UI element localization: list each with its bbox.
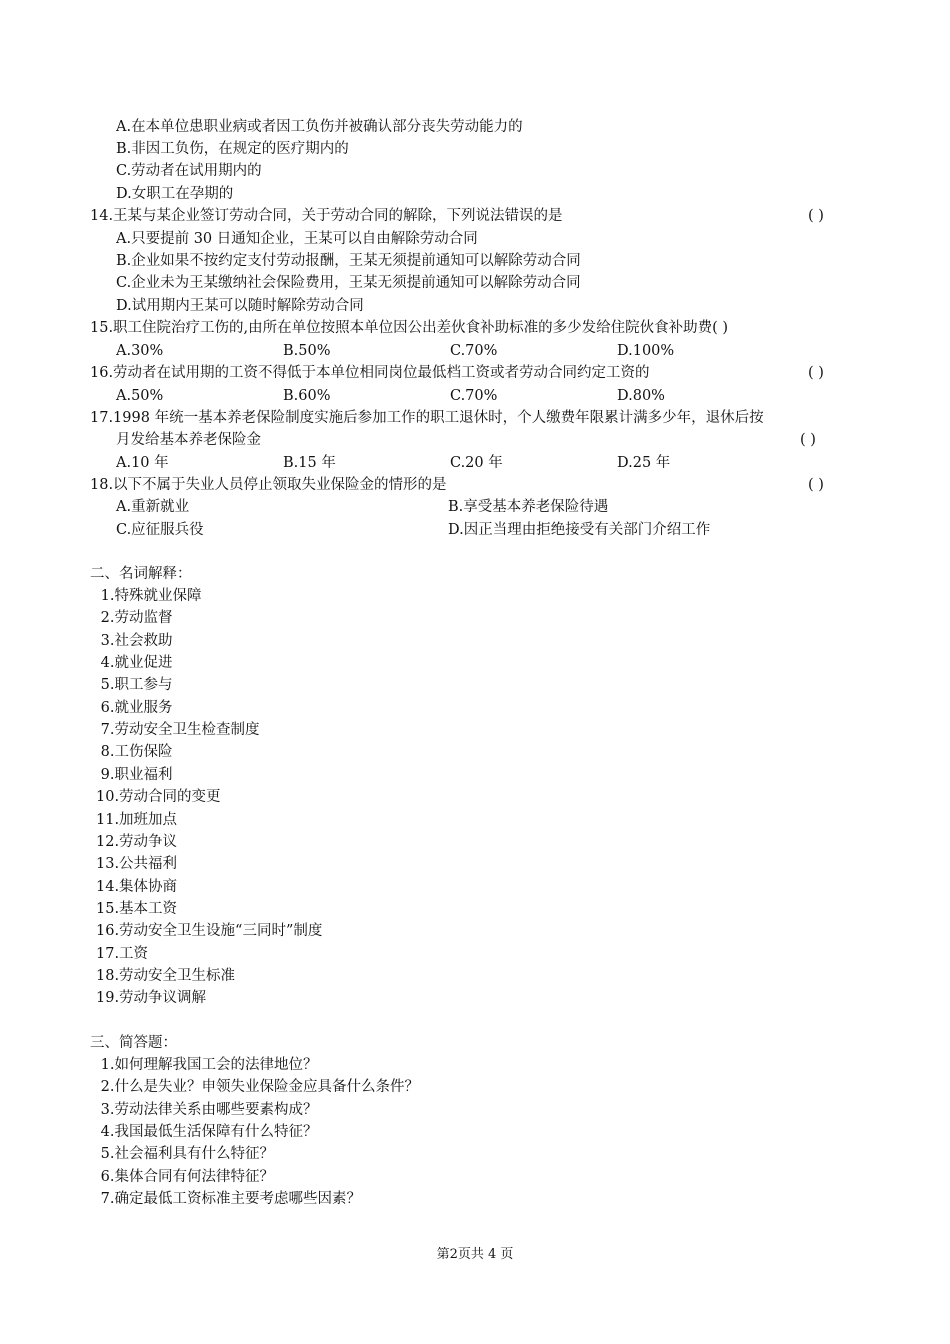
section2-term-item-18: 18.劳动安全卫生标准 (96, 967, 236, 984)
q17-option-a: A.10 年 (116, 455, 169, 471)
section2-term-item-19: 19.劳动争议调解 (96, 990, 207, 1007)
section2-term-item-6: 6.就业服务 (96, 699, 173, 716)
q17-option-b: B.15 年 (283, 455, 336, 471)
q13-option-c: C.劳动者在试用期内的 (116, 163, 262, 179)
q14-stem: 14.王某与某企业签订劳动合同，关于劳动合同的解除，下列说法错误的是 (90, 208, 563, 224)
q18-option-c: C.应征服兵役 (116, 522, 204, 538)
section2-term-item-9: 9.职业福利 (96, 766, 173, 783)
section2-term-item-15: 15.基本工资 (96, 900, 178, 917)
q18-answer-paren: ( ) (808, 477, 824, 493)
section2-term-item-13: 13.公共福利 (96, 856, 178, 873)
q18-option-a: A.重新就业 (116, 499, 190, 515)
section2-term-item-1: 1.特殊就业保障 (96, 588, 202, 604)
q15-option-b: B.50% (283, 343, 331, 359)
section3-question-item-4: 4.我国最低生活保障有什么特征？ (96, 1124, 318, 1141)
q13-option-b: B.非因工负伤，在规定的医疗期内的 (116, 141, 349, 157)
section3-question-item-3: 3.劳动法律关系由哪些要素构成？ (96, 1101, 318, 1118)
q14-option-c: C.企业未为王某缴纳社会保险费用，王某无须提前通知可以解除劳动合同 (116, 275, 581, 291)
section3-question-item-5: 5.社会福利具有什么特征？ (96, 1146, 274, 1163)
page-footer: 第2页共 4 页 (436, 1247, 514, 1262)
q14-option-a: A.只要提前 30 日通知企业，王某可以自由解除劳动合同 (116, 231, 478, 247)
q16-stem: 16.劳动者在试用期的工资不得低于本单位相同岗位最低档工资或者劳动合同约定工资的 (90, 365, 650, 381)
section2-term-item-11: 11.加班加点 (96, 811, 178, 828)
q18-option-b: B.享受基本养老保险待遇 (448, 499, 609, 515)
section2-term-item-10: 10.劳动合同的变更 (96, 789, 221, 806)
q14-option-d: D.试用期内王某可以随时解除劳动合同 (116, 298, 364, 314)
q18-stem: 18.以下不属于失业人员停止领取失业保险金的情形的是 (90, 477, 447, 493)
section2-term-item-12: 12.劳动争议 (96, 833, 178, 850)
section2-term-item-3: 3.社会救助 (96, 632, 173, 649)
q13-option-d: D.女职工在孕期的 (116, 186, 234, 202)
section2-term-item-8: 8.工伤保险 (96, 744, 173, 761)
section3-question-item-7: 7.确定最低工资标准主要考虑哪些因素？ (96, 1191, 361, 1208)
section3-question-item-1: 1.如何理解我国工会的法律地位？ (96, 1057, 318, 1073)
section2-term-item-17: 17.工资 (96, 945, 149, 962)
q14-option-b: B.企业如果不按约定支付劳动报酬，王某无须提前通知可以解除劳动合同 (116, 253, 581, 269)
section2-term-item-4: 4.就业促进 (96, 655, 173, 672)
q16-answer-paren: ( ) (808, 365, 824, 381)
q16-option-a: A.50% (116, 388, 164, 404)
q17-stem-line1: 17.1998 年统一基本养老保险制度实施后参加工作的职工退休时，个人缴费年限累计满多少年，退休后按 (90, 410, 764, 426)
q17-answer-paren: ( ) (800, 432, 816, 448)
q18-option-d: D.因正当理由拒绝接受有关部门介绍工作 (448, 522, 711, 538)
q15-option-c: C.70% (450, 343, 498, 359)
q17-option-c: C.20 年 (450, 455, 503, 471)
q16-option-b: B.60% (283, 388, 331, 404)
section2-term-item-14: 14.集体协商 (96, 878, 178, 895)
section3-question-item-6: 6.集体合同有何法律特征？ (96, 1168, 274, 1185)
q13-option-a: A.在本单位患职业病或者因工负伤并被确认部分丧失劳动能力的 (116, 119, 523, 135)
q14-answer-paren: ( ) (808, 208, 824, 224)
section2-term-item-5: 5.职工参与 (96, 677, 173, 694)
section2-title: 二、名词解释： (90, 566, 192, 582)
q15-stem: 15.职工住院治疗工伤的,由所在单位按照本单位因公出差伙食补助标准的多少发给住院伙食补助费( ) (90, 320, 729, 336)
q15-option-d: D.100% (617, 343, 675, 359)
q17-stem-line2: 月发给基本养老保险金 (116, 432, 261, 448)
q15-option-a: A.30% (116, 343, 164, 359)
q16-option-c: C.70% (450, 388, 498, 404)
section2-term-item-2: 2.劳动监督 (96, 610, 173, 627)
section2-term-item-16: 16.劳动安全卫生设施“三同时”制度 (96, 923, 323, 940)
section2-term-item-7: 7.劳动安全卫生检查制度 (96, 722, 260, 739)
section3-title: 三、简答题： (90, 1035, 177, 1051)
section3-question-item-2: 2.什么是失业？申领失业保险金应具备什么条件？ (96, 1079, 419, 1096)
q17-option-d: D.25 年 (617, 455, 671, 471)
q16-option-d: D.80% (617, 388, 665, 404)
